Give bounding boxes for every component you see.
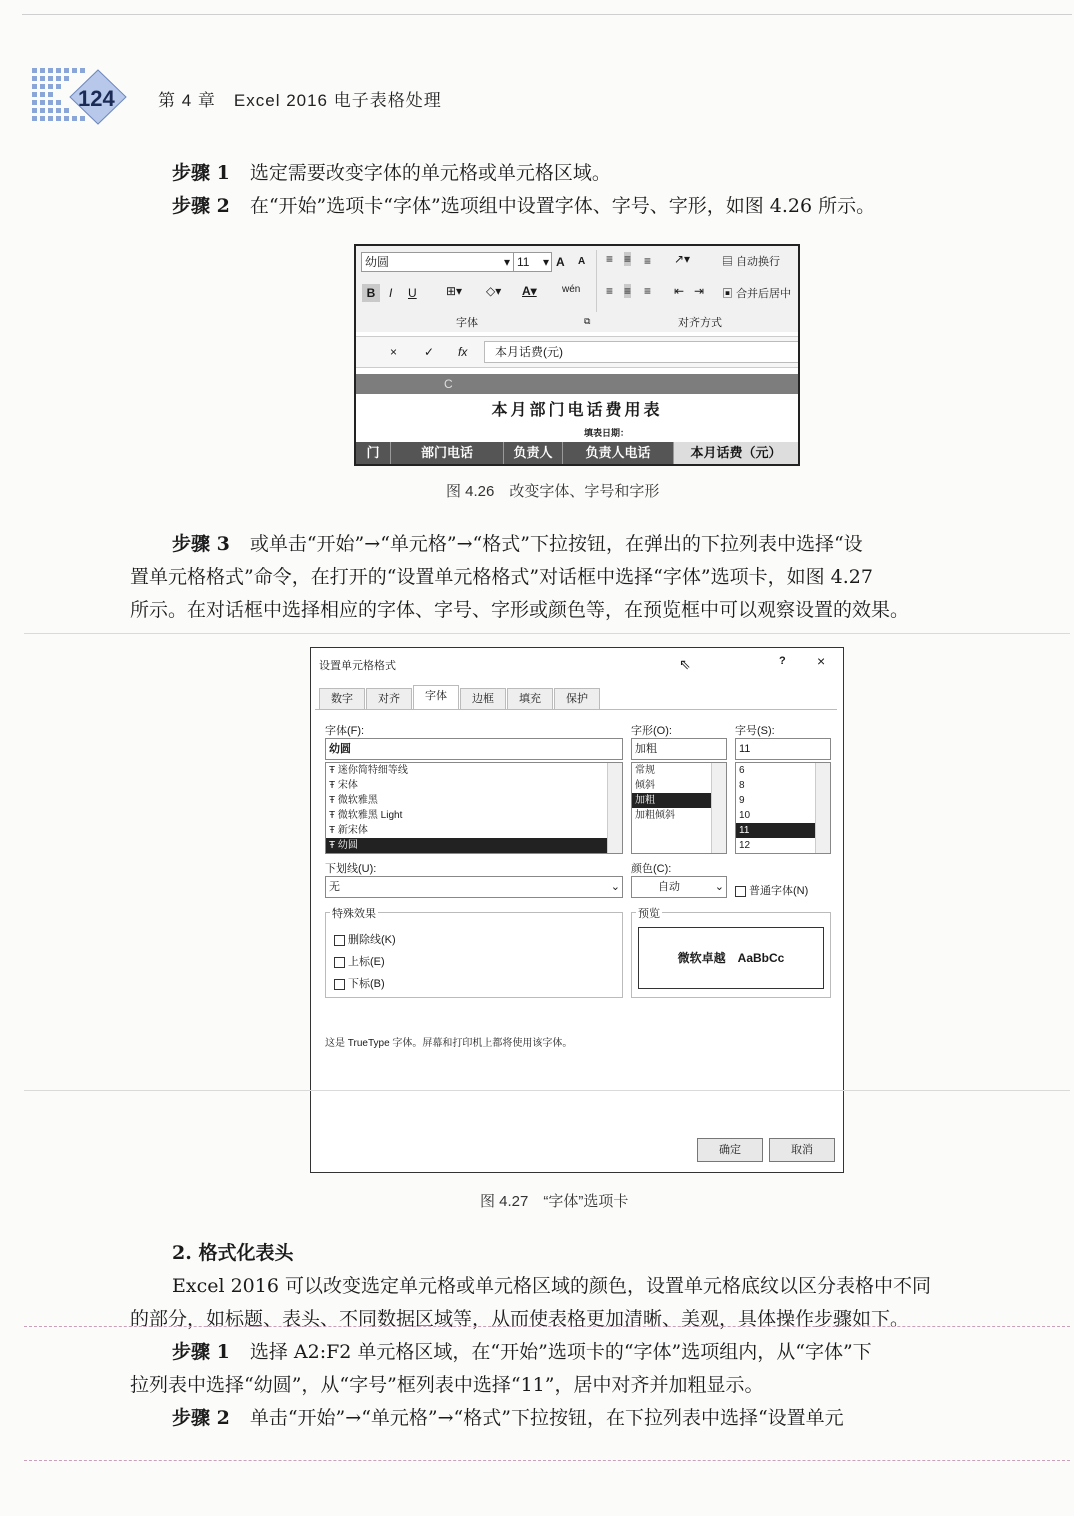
- formula-input[interactable]: 本月话费(元): [484, 341, 800, 363]
- header-cell: 本月话费（元）: [674, 442, 798, 464]
- paragraph-line: Excel 2016 可以改变选定单元格或单元格区域的颜色，设置单元格底纹以区分表格中不同: [172, 1275, 931, 1297]
- font-list-item[interactable]: Ŧ 迷你简特细等线: [329, 765, 408, 776]
- scan-rule: [24, 1090, 1070, 1091]
- chevron-down-icon: ⌄: [610, 881, 620, 893]
- size-list-item[interactable]: 6: [739, 765, 745, 776]
- paragraph-line: 或单击“开始”→“单元格”→“格式”下拉按钮，在弹出的下拉列表中选择“设: [249, 533, 863, 555]
- confirm-entry-icon[interactable]: ✓: [424, 345, 435, 359]
- step-text: 选定需要改变字体的单元格或单元格区域。: [249, 162, 611, 184]
- italic-button[interactable]: I: [389, 286, 393, 300]
- size-list-item[interactable]: 8: [739, 780, 745, 791]
- help-icon[interactable]: ?: [779, 655, 786, 667]
- tab-divider: [315, 709, 837, 710]
- sheet-title: 本月部门电话费用表: [491, 400, 663, 419]
- font-list-item-selected[interactable]: Ŧ 幼圆: [326, 838, 622, 853]
- normal-font-checkbox[interactable]: 普通字体(N): [735, 882, 808, 898]
- paragraph-line: 的部分，如标题、表头、不同数据区域等，从而使表格更加清晰、美观，具体操作步骤如下。: [130, 1308, 910, 1330]
- font-label: 字体(F):: [325, 725, 365, 737]
- bold-button[interactable]: B: [362, 284, 380, 302]
- ok-button[interactable]: 确定: [697, 1138, 763, 1162]
- underline-label: 下划线(U):: [325, 863, 377, 875]
- step-2-line: [172, 190, 875, 223]
- cursor-icon: ⇖: [679, 656, 691, 672]
- cancel-entry-icon[interactable]: ×: [390, 345, 398, 359]
- checkbox-icon: [334, 979, 345, 990]
- paragraph-line: 拉列表中选择“幼圆”，从“字号”框列表中选择“11”，居中对齐并加粗显示。: [130, 1374, 764, 1396]
- checkbox-icon: [334, 957, 345, 968]
- group-align-label: 对齐方式: [678, 317, 722, 329]
- align-top-icon[interactable]: ≡: [606, 252, 614, 266]
- function-icon[interactable]: fx: [458, 345, 468, 359]
- font-list-item[interactable]: Ŧ 宋体: [329, 780, 358, 791]
- wrap-text-button[interactable]: ▤ 自动换行: [722, 256, 781, 268]
- step-label: 步骤 1: [172, 1341, 230, 1363]
- font-name-box[interactable]: 幼圆 ▾: [361, 252, 514, 272]
- step-3-line: [172, 528, 863, 561]
- paragraph-line: 置单元格格式”命令，在打开的“设置单元格格式”对话框中选择“字体”选项卡，如图 4.27: [130, 566, 873, 588]
- chevron-down-icon: ▾: [503, 255, 510, 269]
- font-list[interactable]: [325, 762, 623, 854]
- font-list-item[interactable]: Ŧ 微软雅黑 Light: [329, 810, 403, 821]
- preview-box: 微软卓越 AaBbCc: [638, 927, 824, 989]
- font-input[interactable]: 幼圆: [325, 738, 623, 760]
- subscript-checkbox[interactable]: 下标(B): [334, 975, 385, 991]
- figure-ribbon-screenshot: [354, 244, 800, 466]
- size-list-item-selected[interactable]: 11: [736, 823, 816, 838]
- font-size-box[interactable]: 11 ▾: [513, 252, 552, 272]
- checkbox-icon: [334, 935, 345, 946]
- header-cell: 负责人电话: [563, 442, 674, 464]
- align-left-icon[interactable]: ≡: [606, 284, 614, 298]
- chevron-down-icon: ▾: [542, 255, 549, 269]
- scrollbar[interactable]: [815, 763, 830, 853]
- merge-center-button[interactable]: ▣ 合并后居中: [722, 288, 792, 300]
- style-input[interactable]: 加粗: [631, 738, 727, 760]
- format-cells-dialog: [310, 647, 844, 1173]
- page-number: 124: [78, 86, 115, 111]
- tab-alignment[interactable]: 对齐: [366, 688, 412, 710]
- truetype-note: 这是 TrueType 字体。屏幕和打印机上都将使用该字体。: [325, 1038, 573, 1049]
- tab-number[interactable]: 数字: [319, 688, 365, 710]
- formula-bar: [356, 336, 798, 368]
- shrink-font-button[interactable]: A: [578, 256, 586, 267]
- section-heading: 2. 格式化表头: [172, 1242, 294, 1264]
- color-label: 颜色(C):: [631, 863, 672, 875]
- step-2-line: [172, 1402, 844, 1435]
- indent-decrease-icon[interactable]: ⇤: [674, 284, 685, 298]
- paragraph-line: 选择 A2:F2 单元格区域，在“开始”选项卡的“字体”选项组内，从“字体”下: [249, 1341, 872, 1363]
- fill-date-label: 填表日期：: [584, 428, 630, 438]
- size-label: 字号(S):: [735, 725, 775, 737]
- underline-button[interactable]: U: [408, 286, 417, 300]
- style-label: 字形(O):: [631, 725, 672, 737]
- running-title: 第 4 章 Excel 2016 电子表格处理: [158, 91, 442, 110]
- align-center-icon[interactable]: ≡: [624, 284, 632, 298]
- column-c-header: C: [444, 377, 453, 391]
- dialog-title: 设置单元格格式: [319, 660, 396, 672]
- style-list-item[interactable]: 常规: [635, 765, 655, 776]
- phonetic-button[interactable]: wén: [562, 284, 581, 295]
- scan-rule: [24, 633, 1070, 634]
- fill-color-icon[interactable]: ◇▾: [486, 284, 502, 298]
- header-cell: 负责人: [504, 442, 563, 464]
- figure-caption: 图 4.27 “字体”选项卡: [480, 1193, 629, 1210]
- scrollbar[interactable]: [711, 763, 726, 853]
- font-list-item[interactable]: Ŧ 新宋体: [329, 825, 368, 836]
- style-list[interactable]: [631, 762, 727, 854]
- ribbon-divider: [596, 250, 597, 312]
- color-select[interactable]: 自动 ⌄: [631, 876, 727, 898]
- border-icon[interactable]: ⊞▾: [446, 284, 463, 298]
- superscript-checkbox[interactable]: 上标(E): [334, 953, 385, 969]
- step-label: 步骤 2: [172, 1407, 230, 1429]
- header-row: [356, 442, 798, 464]
- style-list-item[interactable]: 倾斜: [635, 780, 655, 791]
- tab-protection[interactable]: 保护: [554, 688, 600, 710]
- step-label: 步骤 2: [172, 195, 230, 217]
- style-list-item-selected[interactable]: 加粗: [632, 793, 712, 808]
- align-right-icon[interactable]: ≡: [644, 284, 652, 298]
- top-rule: [22, 14, 1072, 15]
- paragraph-line: 单击“开始”→“单元格”→“格式”下拉按钮，在下拉列表中选择“设置单元: [249, 1407, 844, 1429]
- preview-label: 预览: [636, 905, 662, 921]
- paragraph-line: 所示。在对话框中选择相应的字体、字号、字形或颜色等，在预览框中可以观察设置的效果。: [130, 599, 910, 621]
- effects-label: 特殊效果: [330, 905, 378, 921]
- indent-increase-icon[interactable]: ⇥: [694, 284, 705, 298]
- align-bottom-icon[interactable]: ≡: [644, 254, 652, 268]
- figure-caption: 图 4.26 改变字体、字号和字形: [446, 483, 660, 500]
- scan-rule: [24, 1460, 1070, 1461]
- align-middle-icon[interactable]: ≡: [624, 252, 632, 266]
- ribbon: [356, 246, 798, 332]
- step-1-line: [172, 1336, 872, 1369]
- header-cell: 门: [356, 442, 391, 464]
- tab-font[interactable]: 字体: [413, 685, 459, 710]
- step-label: 步骤 3: [172, 533, 230, 555]
- size-list-item[interactable]: 9: [739, 795, 745, 806]
- size-input[interactable]: 11: [735, 738, 831, 760]
- tab-border[interactable]: 边框: [460, 688, 506, 710]
- header-cell: 部门电话: [391, 442, 504, 464]
- orientation-icon[interactable]: ↗▾: [674, 252, 691, 266]
- size-list[interactable]: [735, 762, 831, 854]
- step-text: 在“开始”选项卡“字体”选项组中设置字体、字号、字形，如图 4.26 所示。: [249, 195, 876, 217]
- size-list-item[interactable]: 10: [739, 810, 751, 821]
- scan-rule: [24, 1326, 1070, 1327]
- checkbox-icon: [735, 886, 746, 897]
- step-1-line: [172, 157, 611, 190]
- cancel-button[interactable]: 取消: [769, 1138, 835, 1162]
- preview-group: [631, 908, 831, 998]
- scrollbar[interactable]: [607, 763, 622, 853]
- strikethrough-checkbox[interactable]: 删除线(K): [334, 931, 396, 947]
- group-font-label: 字体: [456, 317, 478, 329]
- column-header-bar: [356, 374, 798, 394]
- close-icon[interactable]: ×: [817, 653, 826, 669]
- size-list-item[interactable]: 12: [739, 840, 751, 851]
- tab-fill[interactable]: 填充: [507, 688, 553, 710]
- effects-group: [325, 908, 623, 998]
- font-color-icon[interactable]: A▾: [522, 284, 537, 298]
- dialog-launcher-icon[interactable]: ⧉: [584, 316, 591, 326]
- underline-select[interactable]: 无 ⌄: [325, 876, 623, 898]
- font-list-item[interactable]: Ŧ 微软雅黑: [329, 795, 378, 806]
- grow-font-button[interactable]: A: [556, 255, 565, 269]
- step-label: 步骤 1: [172, 162, 230, 184]
- style-list-item[interactable]: 加粗倾斜: [635, 810, 675, 821]
- chevron-down-icon: ⌄: [714, 881, 724, 893]
